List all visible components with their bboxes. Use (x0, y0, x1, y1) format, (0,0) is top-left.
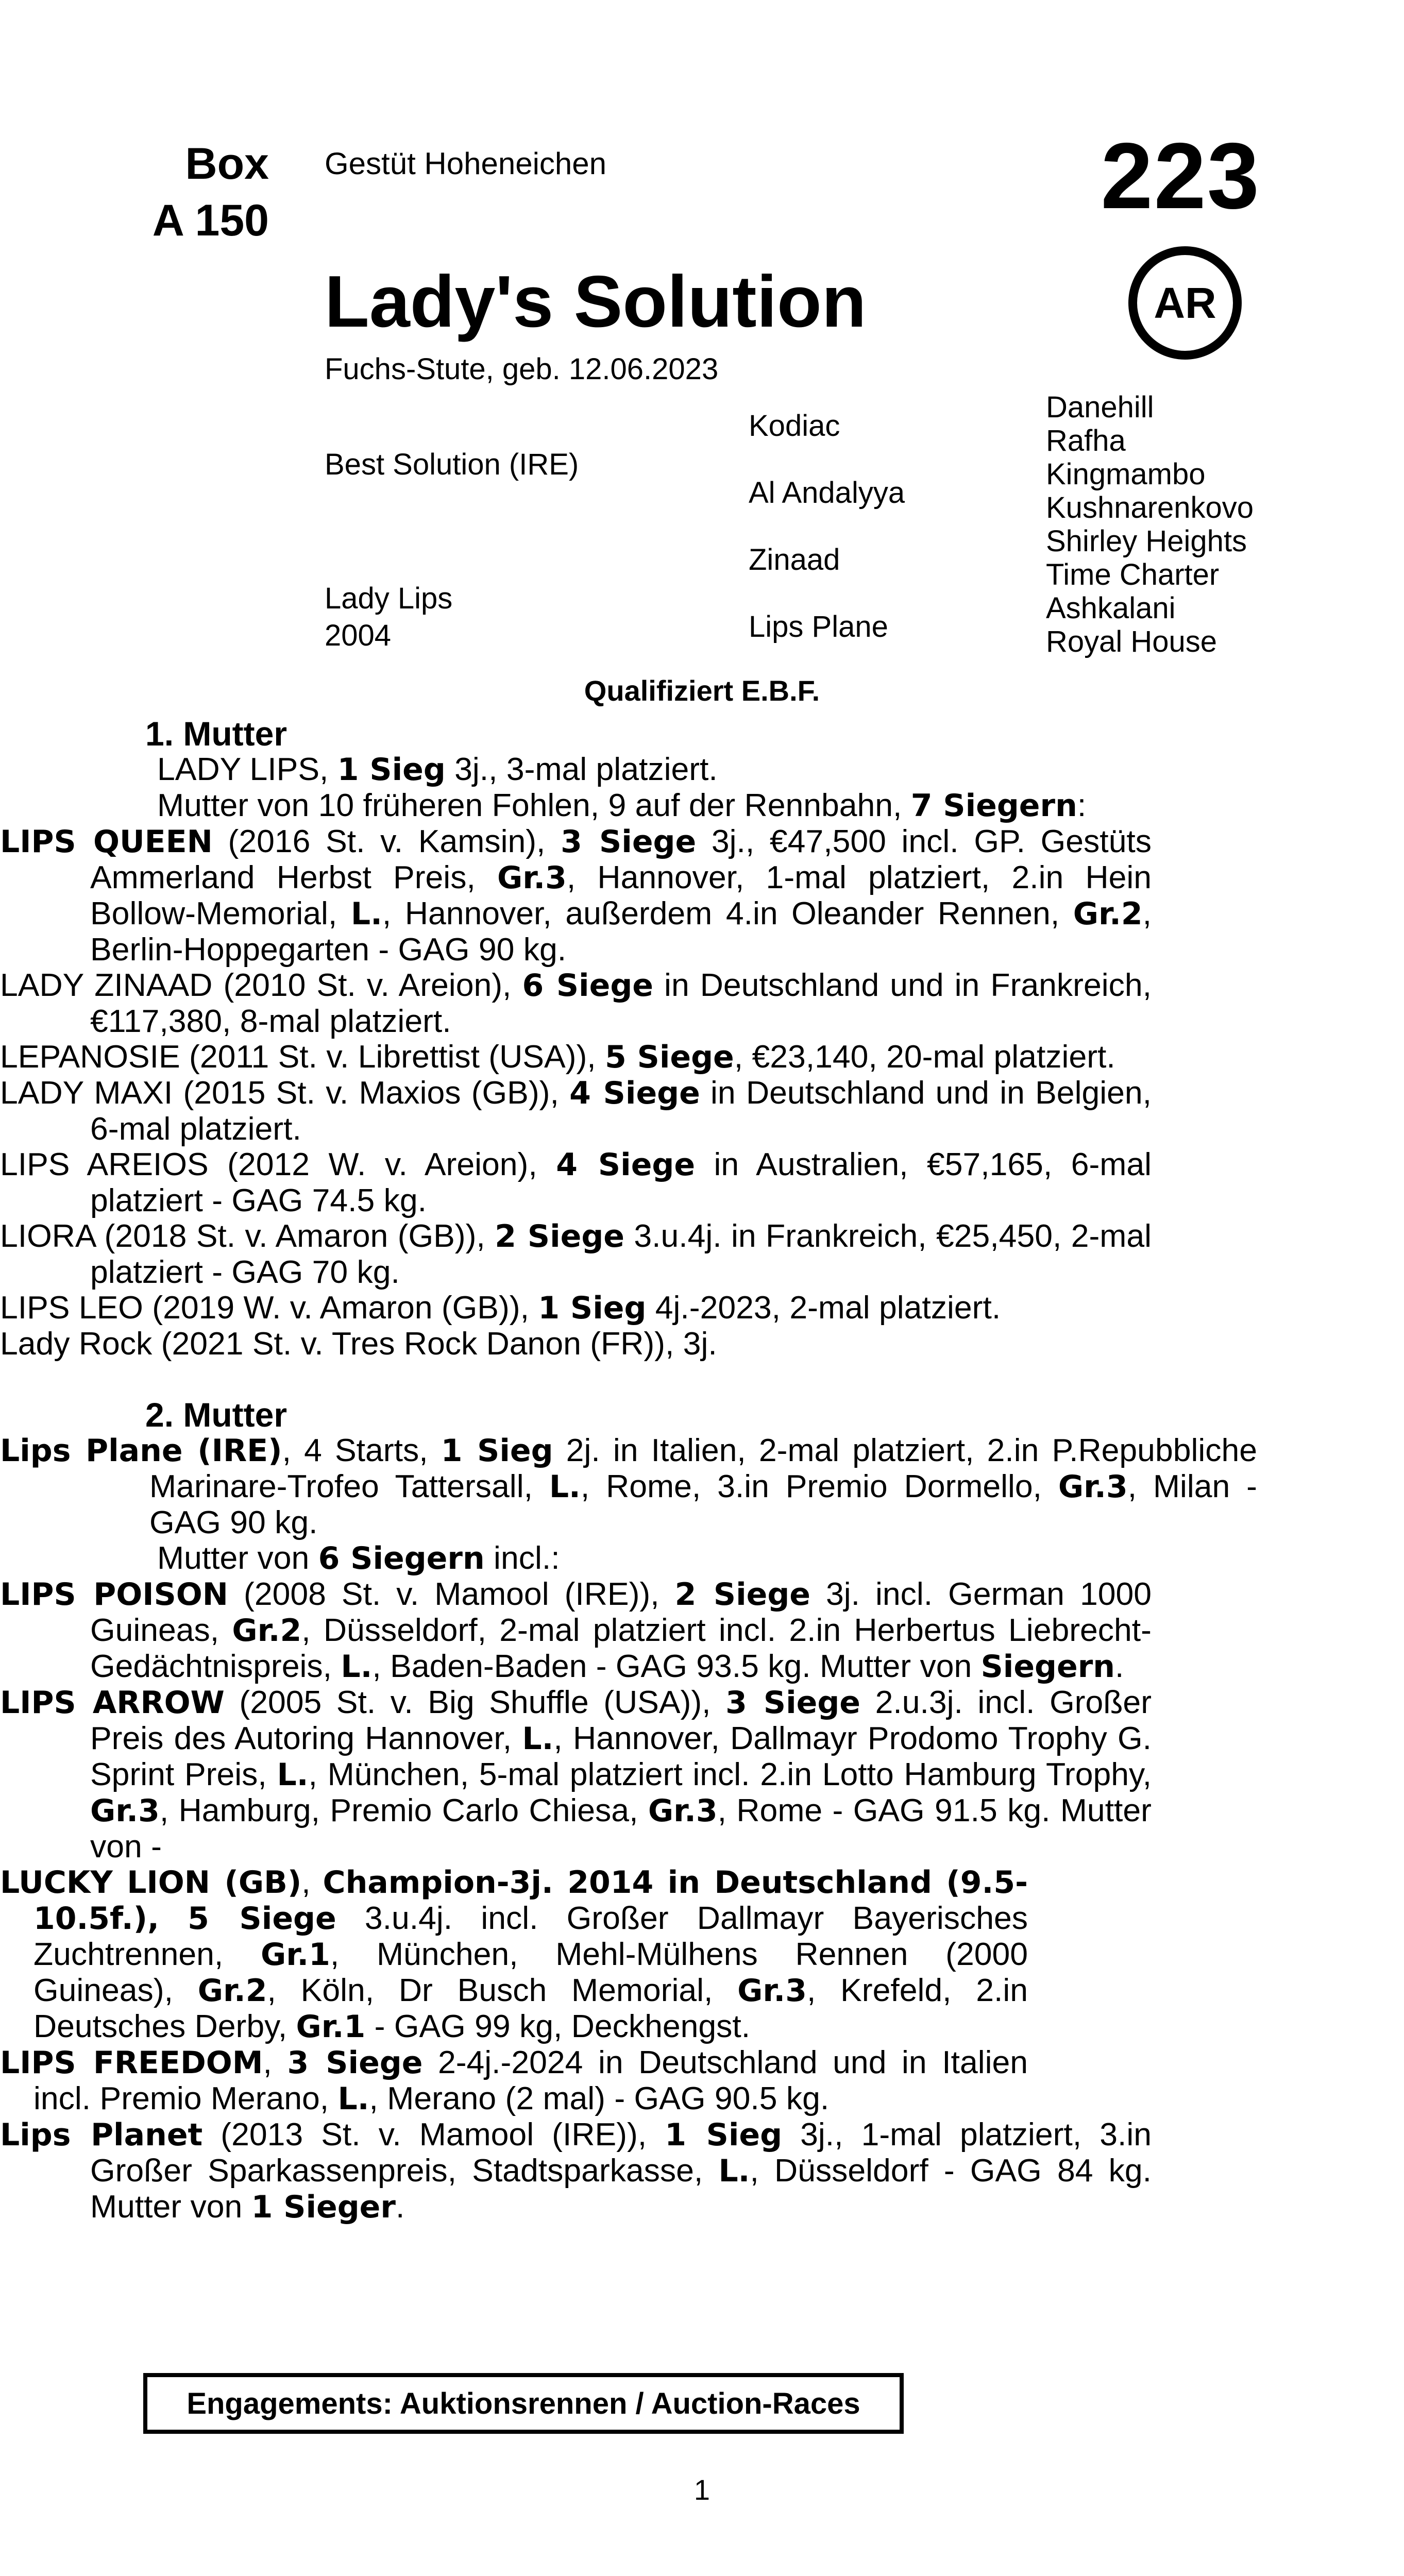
first-dam-heading: 1. Mutter (145, 715, 287, 753)
engagements-box (143, 2373, 904, 2434)
ar-badge-label: AR (1154, 278, 1216, 327)
grand-offspring-lucky-lion: LUCKY LION (GB), Champion-3j. 2014 in Deutschland (9.5-10.5f.), 5 Siege 3.u.4j. incl. Großer Dallmayr Bayerisches Zuchtrennen, Gr.1, München, Mehl-Mülhens Rennen (2000 Guineas), Gr.2, Köln, Dr Busch Memorial, Gr.3, Krefeld, 2.in Deutsches Derby, Gr.1 - GAG 99 kg, Deckhengst. (0, 1864, 1028, 2045)
pedigree-grandparent: Al Andalyya (749, 476, 905, 510)
pedigree-great-grandparent: Rafha (1046, 424, 1126, 457)
first-dam-progeny-intro: Mutter von 10 früheren Fohlen, 9 auf der Rennbahn, 7 Siegern: (157, 787, 1087, 824)
second-dam-progeny-intro: Mutter von 6 Siegern incl.: (157, 1540, 560, 1577)
horse-name: Lady's Solution (325, 261, 867, 343)
qualification: Qualifiziert E.B.F. (584, 674, 820, 707)
lot-number: 223 (1101, 123, 1260, 228)
pedigree-great-grandparent: Shirley Heights (1046, 524, 1247, 558)
box-number: A 150 (152, 196, 269, 245)
breeder: Gestüt Hoheneichen (325, 146, 607, 181)
offspring-lips-queen: LIPS QUEEN (2016 St. v. Kamsin), 3 Siege 3j., €47,500 incl. GP. Gestüts Ammerland Herbst Preis, Gr.3, Hannover, 1-mal platziert, 2.in Hein Bollow-Memorial, L., Hannover, außerdem 4.in Oleander Rennen, Gr.2, Berlin-Hoppegarten - GAG 90 kg. (0, 823, 1152, 968)
offspring-lady-zinaad: LADY ZINAAD (2010 St. v. Areion), 6 Siege in Deutschland und in Frankreich, €117,380, 8-mal platziert. (0, 967, 1152, 1039)
offspring-liora: LIORA (2018 St. v. Amaron (GB)), 2 Siege 3.u.4j. in Frankreich, €25,450, 2-mal platziert - GAG 70 kg. (0, 1218, 1152, 1290)
pedigree-great-grandparent: Kushnarenkovo (1046, 491, 1254, 524)
section-gap (0, 1362, 1404, 1397)
offspring-lady-rock: Lady Rock (2021 St. v. Tres Rock Danon (FR)), 3j. (0, 1326, 717, 1362)
offspring-lepanosie: LEPANOSIE (2011 St. v. Librettist (USA)), 5 Siege, €23,140, 20-mal platziert. (0, 1039, 1115, 1075)
offspring-lips-planet: Lips Planet (2013 St. v. Mamool (IRE)), 1 Sieg 3j., 1-mal platziert, 3.in Großer Sparkassenpreis, Stadtsparkasse, L., Düsseldorf - GAG 84 kg. Mutter von 1 Sieger. (0, 2116, 1152, 2225)
box-label: Box (185, 139, 269, 189)
offspring-lips-leo: LIPS LEO (2019 W. v. Amaron (GB)), 1 Sieg 4j.-2023, 2-mal platziert. (0, 1290, 1001, 1326)
pedigree-great-grandparent: Ashkalani (1046, 591, 1176, 625)
pedigree-sire: Best Solution (IRE) (325, 448, 579, 481)
horse-description: Fuchs-Stute, geb. 12.06.2023 (325, 352, 719, 386)
ar-badge (1128, 246, 1242, 360)
second-dam-record: Lips Plane (IRE), 4 Starts, 1 Sieg 2j. in Italien, 2-mal platziert, 2.in P.Repubbliche Marinare-Trofeo Tattersall, L., Rome, 3.in Premio Dormello, Gr.3, Milan - GAG 90 kg. (0, 1432, 1258, 1540)
pedigree-dam: Lady Lips (325, 582, 453, 615)
offspring-lips-poison: LIPS POISON (2008 St. v. Mamool (IRE)), 2 Siege 3j. incl. German 1000 Guineas, Gr.2, Düsseldorf, 2-mal platziert incl. 2.in Herbertus Liebrecht-Gedächtnispreis, L., Baden-Baden - GAG 93.5 kg. Mutter von Siegern. (0, 1576, 1152, 1685)
first-dam-record: LADY LIPS, 1 Sieg 3j., 3-mal platziert. (157, 751, 718, 788)
catalogue-body (0, 716, 1404, 2225)
offspring-lips-areios: LIPS AREIOS (2012 W. v. Areion), 4 Siege in Australien, €57,165, 6-mal platziert - GAG 74.5 kg. (0, 1146, 1152, 1218)
offspring-lady-maxi: LADY MAXI (2015 St. v. Maxios (GB)), 4 Siege in Deutschland und in Belgien, 6-mal platziert. (0, 1075, 1152, 1147)
pedigree-great-grandparent: Royal House (1046, 625, 1217, 658)
pedigree-grandparent: Lips Plane (749, 610, 888, 643)
pedigree-great-grandparent: Kingmambo (1046, 457, 1206, 491)
pedigree-great-grandparent: Danehill (1046, 391, 1154, 424)
second-dam-heading: 2. Mutter (145, 1396, 287, 1434)
pedigree-great-grandparent: Time Charter (1046, 558, 1220, 591)
page-number: 1 (693, 2473, 711, 2506)
pedigree-dam-year: 2004 (325, 619, 392, 652)
pedigree-grandparent: Kodiac (749, 409, 840, 443)
offspring-lips-arrow: LIPS ARROW (2005 St. v. Big Shuffle (USA)), 3 Siege 2.u.3j. incl. Großer Preis des Autoring Hannover, L., Hannover, Dallmayr Prodomo Trophy G. Sprint Preis, L., München, 5-mal platziert incl. 2.in Lotto Hamburg Trophy, Gr.3, Hamburg, Premio Carlo Chiesa, Gr.3, Rome - GAG 91.5 kg. Mutter von - (0, 1684, 1152, 1865)
pedigree-grandparent: Zinaad (749, 543, 840, 577)
grand-offspring-lips-freedom: LIPS FREEDOM, 3 Siege 2-4j.-2024 in Deutschland und in Italien incl. Premio Merano, L., Merano (2 mal) - GAG 90.5 kg. (0, 2044, 1028, 2117)
engagements-label: Engagements: Auktionsrennen / Auction-Races (187, 2386, 860, 2420)
